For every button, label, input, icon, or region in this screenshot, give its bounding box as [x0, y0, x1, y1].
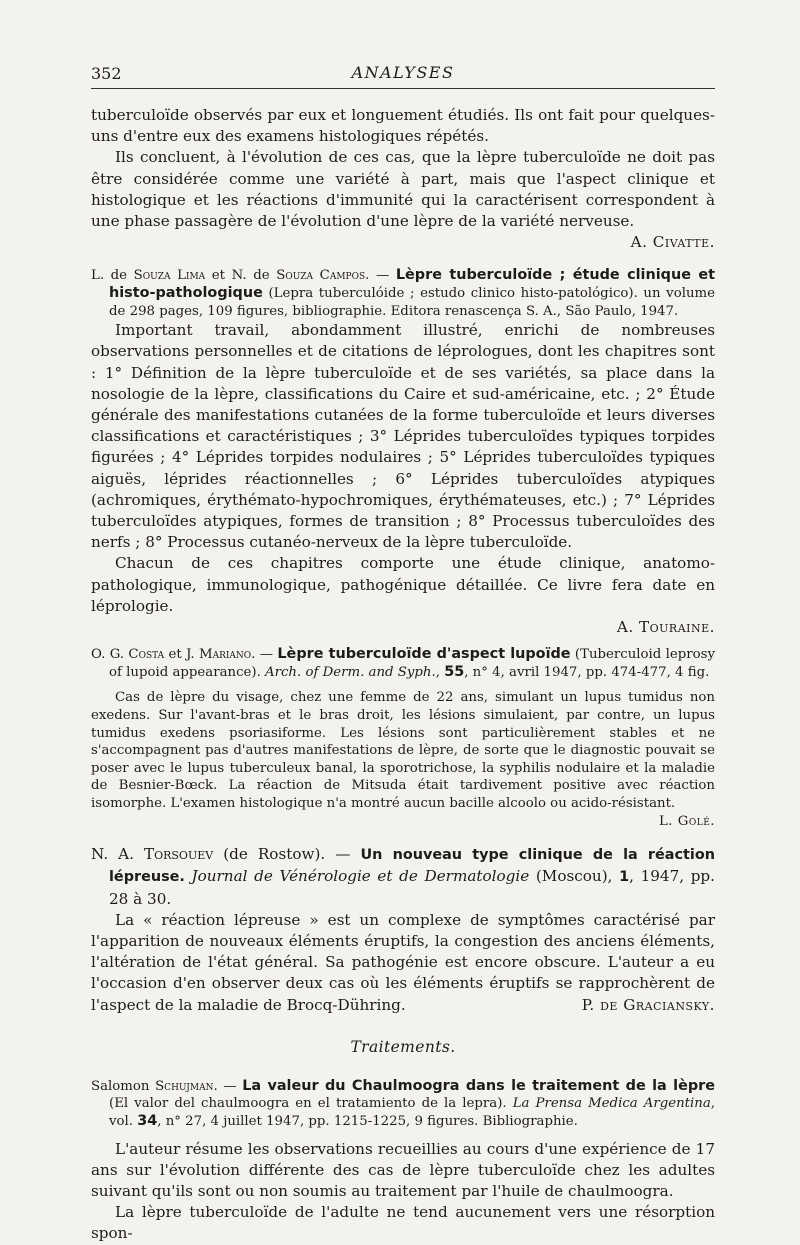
- review4-paragraph-block: [91, 910, 715, 1016]
- review3-citation: [91, 646, 715, 681]
- review4-author-1: Torsouev: [143, 845, 214, 864]
- review1-signature: A. Civatte.: [630, 233, 715, 252]
- review3-author-2: Mariano: [198, 647, 252, 663]
- review4-author-suffix: (de Rostow). —: [213, 845, 361, 864]
- review3-journal: Arch. of Derm. and Syph.: [265, 664, 436, 680]
- review1-paragraph-1: tuberculoïde observés par eux et longuement étudiés. Ils ont fait pour quelques-uns d'entre eux des examens histologiques répétés.: [91, 106, 715, 146]
- review5-author-1: Schujman: [155, 1078, 214, 1094]
- review3-reference-1: (Tuberculoid leprosy of lupoid appearance).: [109, 647, 715, 680]
- review3-reference-2: ,: [435, 664, 445, 680]
- review5-citation: [91, 1078, 715, 1131]
- review4-reference-2: , 1947, pp. 28 à 30.: [109, 867, 715, 908]
- review5-volume: 34: [137, 1113, 158, 1129]
- review2-author-prefix: L. de: [91, 268, 134, 284]
- review3-author-1: Costa: [128, 647, 165, 663]
- review4-citation: [91, 844, 715, 910]
- review2-signature: A. Touraine.: [616, 618, 715, 637]
- review5-journal: La Prensa Medica Argentina: [512, 1096, 711, 1112]
- page-content: [91, 105, 715, 1245]
- page-header: [91, 62, 715, 89]
- review3-author-join: et J.: [164, 647, 199, 663]
- review5-reference-2: , vol.: [109, 1096, 715, 1129]
- review5-dash: . —: [213, 1078, 243, 1094]
- review4-journal: Journal de Vénérologie et de Dermatologie: [184, 867, 530, 886]
- review4-volume: 1: [619, 869, 630, 886]
- review4-paragraph-1: [91, 910, 715, 1016]
- review3-paragraph-1: Cas de lèpre du visage, chez une femme de 22 ans, simulant un lupus tumidus non exedens. Sur l'avant-bras et le bras droit, les lésions simulaient, par contre, un lupus tumidus exedens psoriasiforme. Les lésions sont particulièrement stables et ne s'accompagnent pas d'autres manifestations de lèpre, de sorte que le diagnostic pouvait se poser avec le lupus tuberculeux banal, la sporotrichose, la syphilis nodulaire et la maladie de Besnier-Bœck. La réaction de Mitsuda était tardivement positive avec réaction isomorphe. L'examen histologique n'a montré aucun bacille alcoolo ou acido-résistant.: [91, 690, 715, 811]
- review2-citation: [91, 267, 715, 320]
- review2-author-2: Souza Campos: [276, 268, 366, 284]
- review2-author-join: et N. de: [205, 268, 277, 284]
- review2-dash: . —: [365, 268, 396, 284]
- review3-volume: 55: [444, 663, 465, 680]
- review5-reference-1: (El valor del chaulmoogra en el tratamiento de la lepra).: [109, 1096, 513, 1112]
- review3-dash: . —: [251, 647, 278, 663]
- review4-signature: P. de Graciansky.: [581, 995, 715, 1014]
- review2-paragraph-1: Important travail, abondamment illustré, enrichi de nombreuses observations personnelles et de citations de léprologues, dont les chapitres sont : 1° Définition de la lèpre tuberculoïde et de ses variétés, sa place dans la nosologie de la lèpre, classifications du Caire et sud-américaine, etc. ; 2° Étude générale des manifestations cutanées de la forme tuberculoïde et leurs diverses classifications et caractéristiques ; 3° Léprides tuberculoïdes typiques torpides figurées ; 4° Léprides torpides nodulaires ; 5° Léprides tuberculoïdes typiques aiguës, léprides réactionnelles ; 6° Léprides tuberculoïdes atypiques (achromiques, érythémato-hypochromiques, érythémateuses, etc.) ; 7° Léprides tuberculoïdes atypiques, formes de transition ; 8° Processus tuberculoïdes des nerfs ; 8° Processus cutanéo-nerveux de la lèpre tuberculoïde.: [91, 321, 715, 552]
- review1-paragraph-2-block: [91, 147, 715, 253]
- review3-title: Lèpre tuberculoïde d'aspect lupoïde: [277, 646, 571, 663]
- review4-reference-1: (Moscou),: [529, 867, 620, 886]
- review2-reference: (Lepra tuberculóide ; estudo clinico histo-patológico). un volume de 298 pages, 109 figures, bibliographie. Editora renascença S. A., São Paulo, 1947.: [109, 286, 715, 319]
- review3-author-prefix: O. G.: [91, 647, 129, 663]
- review5-title: La valeur du Chaulmoogra dans le traitement de la lèpre: [242, 1077, 715, 1094]
- section-title: Traitements.: [350, 1037, 456, 1056]
- review4-author-prefix: N. A.: [91, 845, 144, 864]
- review5-reference-3: , n° 27, 4 juillet 1947, pp. 1215-1225, 9 figures. Bibliographie.: [157, 1114, 578, 1129]
- page-number: 352: [91, 64, 122, 83]
- review2-paragraph-2: Chacun de ces chapitres comporte une étude clinique, anatomo-pathologique, immunologique, pathogénique détaillée. Ce livre fera date en léprologie.: [91, 554, 715, 615]
- review5-paragraph-2: La lèpre tuberculoïde de l'adulte ne tend aucunement vers une résorption spon-: [91, 1203, 715, 1243]
- review5-paragraph-1: L'auteur résume les observations recueillies au cours d'une expérience de 17 ans sur l'évolution différente des cas de lèpre tuberculoïde chez les adultes suivant qu'ils sont ou non soumis au traitement par l'huile de chaulmoogra.: [91, 1139, 715, 1200]
- review3-signature: L. Golé.: [658, 813, 715, 829]
- running-title: ANALYSES: [351, 63, 455, 82]
- review2-author-1: Souza Lima: [133, 268, 206, 284]
- review5-author-prefix: Salomon: [91, 1078, 156, 1094]
- review1-paragraph-2: [91, 147, 715, 252]
- review4-paragraph-1-text: La « réaction lépreuse » est un complexe de symptômes caractérisé par l'apparition de nouveaux éléments éruptifs, la congestion des anciens éléments, l'altération de l'état général. Sa pathogénie est encore obscure. L'auteur a eu l'occasion d'en observer deux cas où les éléments éruptifs se rapprochèrent de l'aspect de la maladie de Brocq-Dühring.: [91, 910, 715, 1014]
- review4-title: Un nouveau type clinique de la réaction lépreuse.: [109, 847, 715, 886]
- review1-paragraph-2-text: Ils concluent, à l'évolution de ces cas, que la lèpre tuberculoïde ne doit pas être considérée comme une variété à part, mais que l'aspect clinique et histologique et les réactions d'immunité qui la caractérisent correspondent à une phase passagère de l'évolution d'une lèpre de la variété nerveuse.: [91, 148, 715, 231]
- review2-title: Lèpre tuberculoïde ; étude clinique et histo-pathologique: [109, 267, 715, 302]
- review3-reference-3: , n° 4, avril 1947, pp. 474-477, 4 fig.: [464, 664, 710, 680]
